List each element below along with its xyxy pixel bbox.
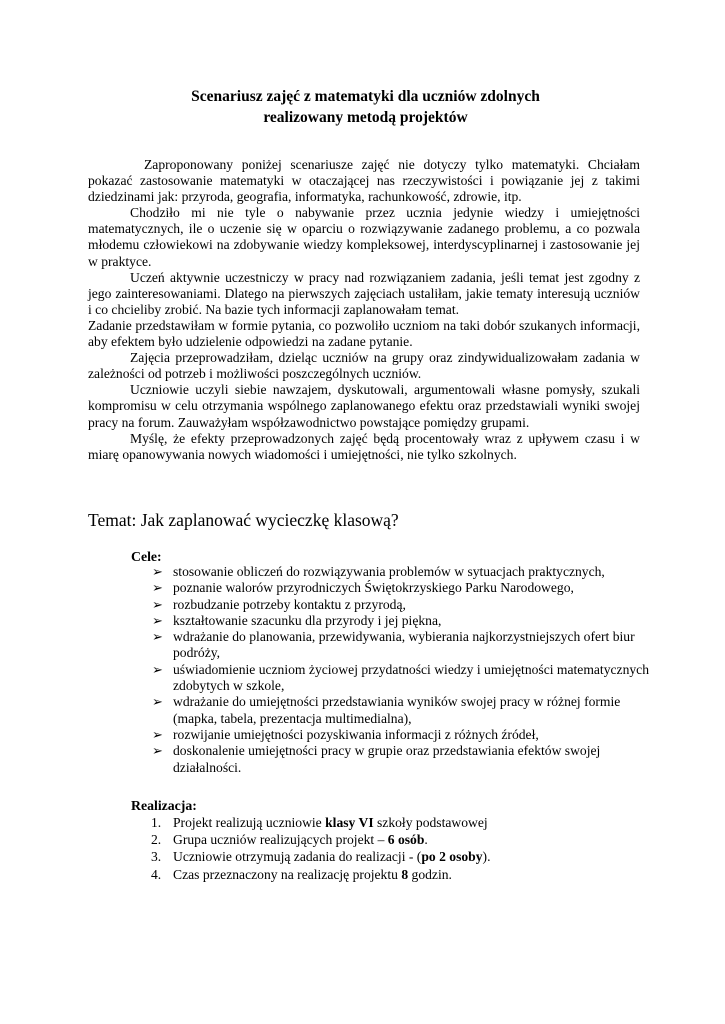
item-text: szkoły podstawowej (373, 815, 488, 830)
intro-paragraph: Uczniowie uczyli siebie nawzajem, dyskutowali, argumentowali własne pomysły, szukali kompromisu w celu otrzymania wspólnego zaplanowanego efektu oraz przedstawiali wyniki swojej pracy na forum. Zauważyłam współzawodnictwo powstające pomiędzy grupami. (88, 382, 640, 430)
goal-text: rozwijanie umiejętności pozyskiwania informacji z różnych źródeł, (173, 726, 539, 742)
intro-paragraph: Uczeń aktywnie uczestniczy w pracy nad rozwiązaniem zadania, jeśli temat jest zgodny z jego zainteresowaniami. Dlatego na pierwszych zajęciach ustaliłam, jakie tematy interesują uczniów i co chcieliby zrobić. Na bazie tych informacji zaplanowałam temat. (88, 269, 640, 317)
goal-item (131, 662, 651, 695)
arrow-bullet-icon: ➢ (152, 629, 163, 645)
goal-item (131, 694, 651, 727)
goals-heading: Cele: (131, 549, 162, 564)
item-emphasis: 8 (401, 866, 409, 882)
goal-text: doskonalenie umiejętności pracy w grupie oraz przedstawiania efektów swojej działalności. (173, 743, 601, 775)
arrow-bullet-icon: ➢ (152, 596, 163, 612)
intro-paragraph: Zajęcia przeprowadziłam, dzieląc uczniów na grupy oraz zindywidualizowałam zadania w zależności od potrzeb i możliwości poszczególnych uczniów. (88, 350, 640, 382)
goal-item (131, 564, 651, 580)
intro-paragraph: Zadanie przedstawiłam w formie pytania, co pozwoliło uczniom na taki dobór szukanych informacji, aby efektem było udzielenie odpowiedzi na zadane pytanie. (88, 317, 640, 350)
item-emphasis: klasy VI (325, 815, 374, 830)
goal-text: poznanie walorów przyrodniczych Świętokrzyskiego Parku Narodowego, (173, 580, 574, 596)
realization-item (131, 814, 651, 831)
item-text: godzin. (408, 866, 452, 882)
goal-item (131, 597, 651, 613)
item-text: Uczniowie otrzymują zadania do realizacji - ( (173, 849, 422, 865)
goal-text: stosowanie obliczeń do rozwiązywania problemów w sytuacjach praktycznych, (173, 564, 605, 579)
intro-paragraph: Chodziło mi nie tyle o nabywanie przez ucznia jedynie wiedzy i umiejętności matematycznych, ile o uczenie się w oparciu o rozwiązywanie zadanego problemu, a co pozwala młodemu człowiekowi na zdobywanie wiedzy kompleksowej, interdyscyplinarnej i zastosowanie jej w praktyce. (88, 205, 640, 269)
intro-paragraph: Zaproponowany poniżej scenariusze zajęć nie dotyczy tylko matematyki. Chciałam pokazać zastosowanie matematyki w otaczającej nas rzeczywistości i powiązanie jej z takimi dziedzinami jak: przyroda, geografia, informatyka, rachunkowość, zdrowie, itp. (88, 157, 640, 205)
goal-text: uświadomienie uczniom życiowej przydatności wiedzy i umiejętności matematycznych zdobytych w szkole, (173, 661, 650, 694)
item-text: . (424, 832, 428, 848)
realization-heading: Realizacja: (131, 798, 197, 813)
item-emphasis: po 2 osoby (421, 849, 483, 865)
document-title-line-2: realizowany metodą projektów (263, 109, 468, 126)
arrow-bullet-icon: ➢ (152, 743, 163, 759)
goal-text: rozbudzanie potrzeby kontaktu z przyrodą, (173, 596, 406, 612)
item-text: Projekt realizują uczniowie (173, 815, 326, 830)
goal-text: wdrażanie do umiejętności przedstawiania wyników swojej pracy w różnej formie (mapka, tabela, prezentacja multimedialna), (173, 694, 621, 726)
item-number: 2. (151, 832, 162, 848)
topic-heading: Temat: Jak zaplanować wycieczkę klasową? (88, 510, 399, 530)
item-number: 3. (151, 849, 162, 865)
arrow-bullet-icon: ➢ (152, 612, 163, 628)
goal-item (131, 743, 651, 776)
intro-text (88, 157, 640, 463)
realization-item (131, 848, 651, 865)
goal-item (131, 727, 651, 743)
goal-item (131, 613, 651, 629)
goals-list (131, 564, 651, 776)
item-emphasis: 6 osób (387, 832, 425, 848)
arrow-bullet-icon: ➢ (152, 580, 163, 596)
realization-item (131, 866, 651, 883)
goal-item (131, 580, 651, 596)
arrow-bullet-icon: ➢ (152, 694, 163, 710)
arrow-bullet-icon: ➢ (152, 661, 163, 677)
item-number: 1. (151, 815, 162, 830)
realization-item (131, 831, 651, 848)
goal-item (131, 629, 651, 662)
arrow-bullet-icon: ➢ (152, 726, 163, 742)
document-title-line-1: Scenariusz zajęć z matematyki dla uczniów zdolnych (191, 88, 540, 105)
item-number: 4. (151, 866, 162, 882)
item-text: Czas przeznaczony na realizację projektu (173, 866, 402, 882)
goal-text: kształtowanie szacunku dla przyrody i jej piękna, (173, 612, 442, 628)
intro-paragraph: Myślę, że efekty przeprowadzonych zajęć będą procentowały wraz z upływem czasu i w miarę opanowywania nowych wiadomości i umiejętności, nie tylko szkolnych. (88, 430, 640, 462)
item-text: ). (482, 849, 491, 865)
arrow-bullet-icon: ➢ (152, 564, 163, 579)
item-text: Grupa uczniów realizujących projekt – (173, 832, 388, 848)
realization-list (131, 814, 651, 883)
goal-text: wdrażanie do planowania, przewidywania, wybierania najkorzystniejszych ofert biur podróży, (173, 629, 635, 661)
